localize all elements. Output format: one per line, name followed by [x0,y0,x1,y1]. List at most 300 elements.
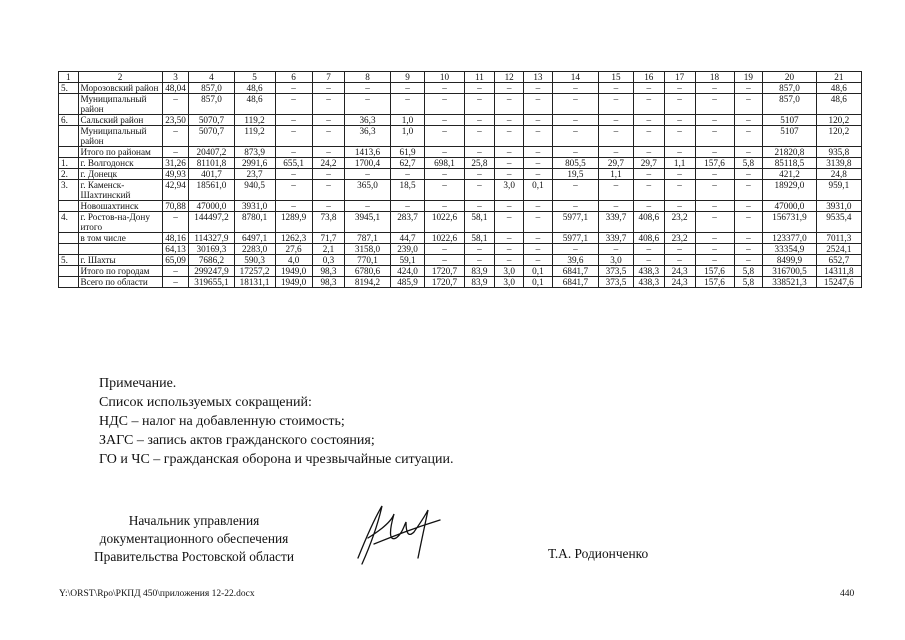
table-cell: 24,3 [664,277,695,288]
table-cell: 857,0 [763,94,816,115]
table-cell: – [275,147,312,158]
table-cell: 805,5 [552,158,598,169]
table-cell: 1,0 [390,126,425,147]
table-row [59,244,862,255]
table-cell: 6841,7 [552,277,598,288]
table-cell: – [162,266,189,277]
table-cell: – [425,126,464,147]
table-row [59,158,862,169]
table-cell: – [552,147,598,158]
table-cell [59,233,79,244]
table-cell: 36,3 [345,126,390,147]
table-cell: 338521,3 [763,277,816,288]
table-cell: 23,7 [234,169,275,180]
table-cell: 48,6 [234,83,275,94]
table-cell: 1,0 [390,115,425,126]
table-cell: 7686,2 [189,255,234,266]
table-cell: 59,1 [390,255,425,266]
table-cell: – [524,233,553,244]
header-cell: 9 [390,72,425,83]
table-row [59,180,862,201]
table-cell: 5107 [763,126,816,147]
table-cell: 5,8 [734,277,763,288]
table-cell: 18561,0 [189,180,234,201]
table-cell: 18,5 [390,180,425,201]
table-cell: – [464,126,495,147]
table-cell: 47000,0 [189,201,234,212]
table-cell: 0,1 [524,180,553,201]
table-cell: – [524,244,553,255]
table-cell: – [312,94,345,115]
table-cell: – [345,83,390,94]
table-row [59,233,862,244]
position-line: Начальник управления [128,513,260,528]
table-cell: 3,0 [495,180,524,201]
table-cell: – [464,115,495,126]
table-cell: 401,7 [189,169,234,180]
table-cell: 0,3 [312,255,345,266]
table-cell: 1022,6 [425,233,464,244]
table-cell: 3158,0 [345,244,390,255]
table-cell: 1949,0 [275,277,312,288]
table-cell: – [495,158,524,169]
table-cell: 31,26 [162,158,189,169]
table-cell: – [425,83,464,94]
table-cell: – [633,94,664,115]
table-cell: 18131,1 [234,277,275,288]
table-cell: – [552,126,598,147]
row-name-cell: Итого по городам [78,266,162,277]
table-cell: 23,50 [162,115,189,126]
table-cell: 4,0 [275,255,312,266]
table-cell: – [495,212,524,233]
table-cell: – [275,83,312,94]
table-cell: – [524,201,553,212]
table-cell: – [552,201,598,212]
table-cell: – [425,255,464,266]
table-cell: 120,2 [816,115,861,126]
table-cell: 29,7 [599,158,634,169]
table-cell: 58,1 [464,233,495,244]
table-cell: – [695,233,734,244]
table-cell: – [552,180,598,201]
table-cell: – [312,201,345,212]
table-cell: – [734,255,763,266]
table-cell: 787,1 [345,233,390,244]
table-cell: – [464,83,495,94]
table-cell: 24,2 [312,158,345,169]
table-cell: – [633,169,664,180]
table-cell: – [552,94,598,115]
row-name-cell: Сальский район [78,115,162,126]
table-cell: – [275,126,312,147]
table-cell: 959,1 [816,180,861,201]
header-cell: 8 [345,72,390,83]
table-cell: 1022,6 [425,212,464,233]
table-cell: 36,3 [345,115,390,126]
table-cell: 1. [59,158,79,169]
table-cell: 98,3 [312,277,345,288]
table-row [59,115,862,126]
header-cell: 16 [633,72,664,83]
header-cell: 12 [495,72,524,83]
table-cell: – [664,180,695,201]
table-cell: 3. [59,180,79,201]
table-cell [59,277,79,288]
table-cell: 48,6 [816,94,861,115]
table-cell: – [524,212,553,233]
table-cell: 2. [59,169,79,180]
table-cell: – [734,212,763,233]
table-cell: 770,1 [345,255,390,266]
handwritten-signature [344,498,454,570]
table-cell: 655,1 [275,158,312,169]
row-name-cell: Всего по области [78,277,162,288]
table-cell: 5070,7 [189,115,234,126]
table-cell: – [162,277,189,288]
table-row [59,126,862,147]
table-cell: – [275,169,312,180]
header-cell: 20 [763,72,816,83]
table-cell: 49,93 [162,169,189,180]
page-number: 440 [840,589,855,599]
table-row [59,94,862,115]
table-cell: – [664,169,695,180]
table-cell: 0,1 [524,277,553,288]
table-cell: – [664,83,695,94]
table-cell: 29,7 [633,158,664,169]
table-row [59,277,862,288]
table-cell: 1700,4 [345,158,390,169]
header-cell: 14 [552,72,598,83]
table-cell: – [734,244,763,255]
table-cell: – [390,83,425,94]
table-cell: – [633,244,664,255]
table-cell: 8780,1 [234,212,275,233]
table-cell: – [162,126,189,147]
table-cell: 48,6 [234,94,275,115]
table-cell: – [664,244,695,255]
table-cell: – [695,94,734,115]
table-cell: – [633,126,664,147]
table-cell: – [495,169,524,180]
table-cell: 299247,9 [189,266,234,277]
row-name-cell: Новошахтинск [78,201,162,212]
table-cell: – [524,158,553,169]
table-cell: 48,6 [816,83,861,94]
row-name-cell: г. Волгодонск [78,158,162,169]
table-cell: – [734,126,763,147]
table-cell: 1720,7 [425,266,464,277]
header-cell: 18 [695,72,734,83]
table-cell: 156731,9 [763,212,816,233]
table-cell [59,94,79,115]
table-cell: – [524,83,553,94]
table-row [59,212,862,233]
table-cell: 3931,0 [234,201,275,212]
table-cell: – [552,83,598,94]
table-row [59,201,862,212]
table-cell: – [524,94,553,115]
table-cell: 123377,0 [763,233,816,244]
table-cell: 373,5 [599,277,634,288]
table-cell: – [695,115,734,126]
table-cell: 857,0 [189,94,234,115]
table-cell: – [734,180,763,201]
table-cell: 62,7 [390,158,425,169]
table-cell: 1413,6 [345,147,390,158]
table-cell: 6. [59,115,79,126]
position-line: документационного обеспечения [99,531,289,546]
position-line: Правительства Ростовской области [93,549,295,564]
table-cell: 61,9 [390,147,425,158]
table-cell: – [312,83,345,94]
row-name-cell [78,244,162,255]
table-cell: – [425,94,464,115]
table-cell: 24,3 [664,266,695,277]
table-cell [59,147,79,158]
table-cell: 30169,3 [189,244,234,255]
note-title: Примечание. [99,376,177,391]
row-name-cell: г. Донецк [78,169,162,180]
table-cell: 39,6 [552,255,598,266]
table-cell: 873,9 [234,147,275,158]
table-cell: – [425,244,464,255]
table-cell: – [599,201,634,212]
table-cell: – [695,147,734,158]
table-cell: 373,5 [599,266,634,277]
table-cell: 48,16 [162,233,189,244]
table-cell: 157,6 [695,277,734,288]
table-cell: 3,0 [495,266,524,277]
table-cell: 424,0 [390,266,425,277]
table-cell: – [734,83,763,94]
table-cell: – [599,115,634,126]
table-cell: – [312,126,345,147]
table-cell [59,201,79,212]
table-cell: – [599,180,634,201]
table-cell: – [275,115,312,126]
table-row [59,83,862,94]
table-cell: – [633,147,664,158]
table-cell: – [664,126,695,147]
table-cell: – [734,201,763,212]
table-cell: – [734,147,763,158]
table-cell: 3,0 [495,277,524,288]
table-cell: – [599,126,634,147]
table-cell: – [495,147,524,158]
table-cell: – [633,115,664,126]
table-cell: – [633,180,664,201]
table-cell: – [695,255,734,266]
table-cell: 71,7 [312,233,345,244]
table-cell: – [524,169,553,180]
note-block [99,374,454,469]
table-cell: – [695,169,734,180]
table-cell: 15247,6 [816,277,861,288]
table-cell: – [495,233,524,244]
table-cell: – [312,147,345,158]
table-cell: – [162,212,189,233]
table-cell: 83,9 [464,266,495,277]
table-cell: 1262,3 [275,233,312,244]
table-cell: 5,8 [734,266,763,277]
table-cell: 485,9 [390,277,425,288]
table-cell: 1,1 [599,169,634,180]
table-cell: 8499,9 [763,255,816,266]
table-cell: – [664,147,695,158]
table-cell: 5,8 [734,158,763,169]
table-cell: 1,1 [664,158,695,169]
table-cell: – [734,169,763,180]
table-cell: 408,6 [633,233,664,244]
table-cell: 44,7 [390,233,425,244]
table-cell: 0,1 [524,266,553,277]
header-cell: 10 [425,72,464,83]
table-cell: – [425,169,464,180]
table-cell: – [633,255,664,266]
table-cell: 3,0 [599,255,634,266]
table-cell: – [162,94,189,115]
table-cell: 438,3 [633,277,664,288]
signatory-name: Т.А. Родионченко [548,546,649,561]
table-cell: – [734,233,763,244]
table-cell: 5070,7 [189,126,234,147]
table-cell: – [312,180,345,201]
row-name-cell: Морозовский район [78,83,162,94]
table-cell: – [495,83,524,94]
table-cell: – [345,94,390,115]
table-cell: 23,2 [664,233,695,244]
table-cell: 1289,9 [275,212,312,233]
table-cell: 65,09 [162,255,189,266]
table-cell: 18929,0 [763,180,816,201]
table-cell: – [695,126,734,147]
table-cell: 20407,2 [189,147,234,158]
table-cell: 6780,6 [345,266,390,277]
row-name-cell: г. Каменск-Шахтинский [78,180,162,201]
table-row [59,266,862,277]
table-cell: – [495,115,524,126]
table-cell: – [633,83,664,94]
table-cell: 70,88 [162,201,189,212]
table-cell: 2,1 [312,244,345,255]
table-cell: – [664,255,695,266]
table-cell: 83,9 [464,277,495,288]
table-cell: – [425,201,464,212]
table-cell: – [464,244,495,255]
table-cell: 935,8 [816,147,861,158]
header-cell: 3 [162,72,189,83]
table-cell: 98,3 [312,266,345,277]
table-cell: 25,8 [464,158,495,169]
table-cell: – [495,94,524,115]
table-cell: – [162,147,189,158]
table-cell: 857,0 [763,83,816,94]
table-cell: – [275,201,312,212]
table-cell: 17257,2 [234,266,275,277]
header-cell: 4 [189,72,234,83]
table-cell: 2283,0 [234,244,275,255]
table-row [59,147,862,158]
header-cell: 1 [59,72,79,83]
header-cell: 11 [464,72,495,83]
table-cell: – [664,115,695,126]
table-cell: – [312,115,345,126]
table-cell: – [695,212,734,233]
table-cell: – [524,126,553,147]
table-cell: 2524,1 [816,244,861,255]
table-cell: 3931,0 [816,201,861,212]
row-name-cell: в том числе [78,233,162,244]
table-cell: 421,2 [763,169,816,180]
table-cell: 6841,7 [552,266,598,277]
header-cell: 2 [78,72,162,83]
table-cell: – [599,147,634,158]
table-cell: 1949,0 [275,266,312,277]
table-cell: – [464,147,495,158]
table-cell: 119,2 [234,126,275,147]
table-cell: 119,2 [234,115,275,126]
table-cell: 81101,8 [189,158,234,169]
table-cell: – [464,255,495,266]
table-cell: 283,7 [390,212,425,233]
table-cell: 857,0 [189,83,234,94]
table-cell: 85118,5 [763,158,816,169]
table-cell: – [345,169,390,180]
table-cell: – [664,201,695,212]
table-cell: 438,3 [633,266,664,277]
table-cell: 5107 [763,115,816,126]
table-cell: 27,6 [275,244,312,255]
table-cell: 19,5 [552,169,598,180]
table-cell: 5977,1 [552,212,598,233]
table-cell: 408,6 [633,212,664,233]
table-cell: – [312,169,345,180]
file-path: Y:\ORST\Rpo\РКПД 450\приложения 12-22.docx [59,589,255,599]
table-cell: 24,8 [816,169,861,180]
table-cell: – [524,147,553,158]
table-cell: 3139,8 [816,158,861,169]
table-cell: 8194,2 [345,277,390,288]
table-cell: 698,1 [425,158,464,169]
table-cell: 120,2 [816,126,861,147]
table-cell: 5977,1 [552,233,598,244]
table-cell: 144497,2 [189,212,234,233]
table-cell: 7011,3 [816,233,861,244]
table-cell: – [275,94,312,115]
table-cell: 5. [59,255,79,266]
header-cell: 13 [524,72,553,83]
table-cell: – [464,94,495,115]
table-cell: 73,8 [312,212,345,233]
table-cell: 3945,1 [345,212,390,233]
note-line: Список используемых сокращений: [99,395,312,410]
table-cell: – [425,180,464,201]
table-cell: 14311,8 [816,266,861,277]
table-cell: 64,13 [162,244,189,255]
table-cell: – [495,126,524,147]
table-cell: – [695,201,734,212]
header-cell: 17 [664,72,695,83]
row-name-cell: Муниципальный район [78,126,162,147]
table-cell: – [695,180,734,201]
table-cell: 339,7 [599,233,634,244]
row-name-cell: Итого по районам [78,147,162,158]
table-cell: – [664,94,695,115]
table-cell: – [524,255,553,266]
table-cell: – [390,94,425,115]
